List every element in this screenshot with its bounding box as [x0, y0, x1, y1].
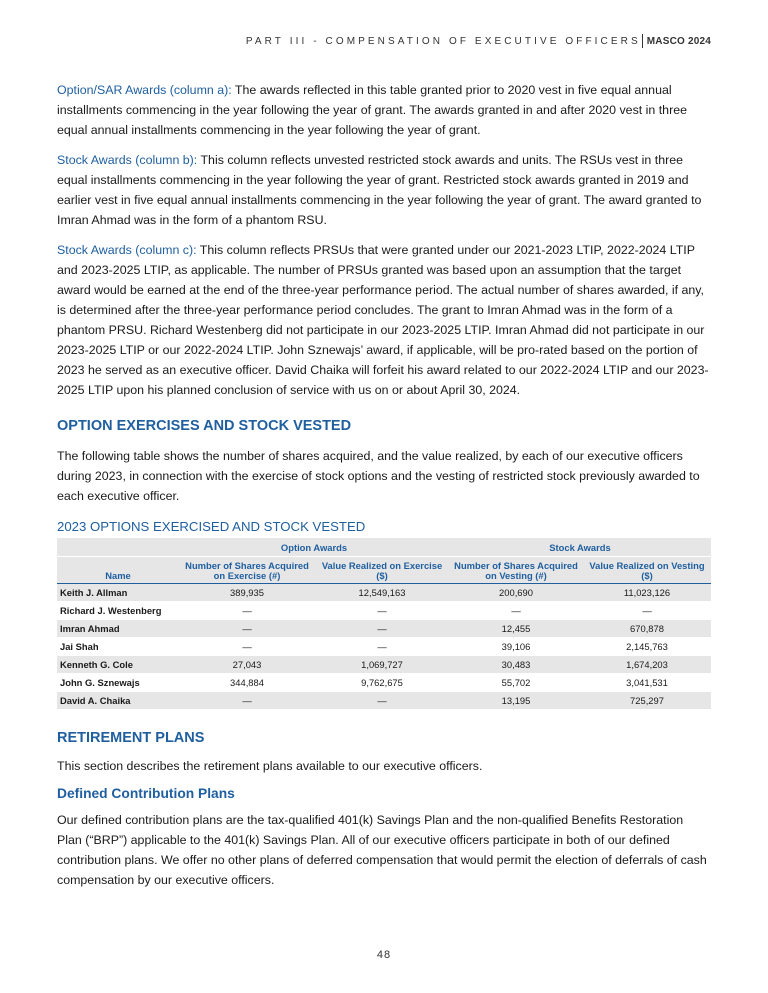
stock-awards-b-label: Stock Awards (column b): [57, 153, 198, 167]
stock-awards-c-text: This column reflects PRSUs that were granted under our 2021-2023 LTIP, 2022-2024 LTIP and 2023-2025 LTIP, as applicable. The number of PRSUs granted was based upon an assumption that the target award would be earned at the end of the three-year performance period. The actual number of shares awarded, if any, is determined after the three-year performance period concludes. The grant to Imran Ahmad was in the form of a phantom PRSU. Richard Westenberg did not participate in our 2023-2025 LTIP. Imran Ahmad did not participate in our 2023-2025 LTIP or our 2022-2024 LTIP. John Sznewajs’ award, if applicable, will be pro-rated based on the portion of 2023 he served as an executive officer. David Chaika will forfeit his award related to our 2022-2024 LTIP and our 2023-2025 LTIP upon his planned conclusion of service with us on or about April 30, 2024. [57, 243, 709, 397]
table-column-header-row [57, 557, 711, 584]
cell-name: Imran Ahmad [57, 620, 179, 638]
cell-stock-value: 2,145,763 [583, 638, 711, 656]
cell-stock-value: 1,674,203 [583, 656, 711, 674]
cell-opt-value: — [315, 638, 449, 656]
stock-awards-c-label: Stock Awards (column c): [57, 243, 197, 257]
cell-stock-shares: 13,195 [449, 692, 583, 710]
cell-opt-value: 12,549,163 [315, 584, 449, 602]
cell-name: Kenneth G. Cole [57, 656, 179, 674]
cell-stock-shares: 12,455 [449, 620, 583, 638]
cell-opt-shares: 344,884 [179, 674, 315, 692]
table-row [57, 602, 711, 620]
table-title: 2023 OPTIONS EXERCISED AND STOCK VESTED [57, 519, 366, 534]
col-header-opt-shares: Number of Shares Acquired on Exercise (#) [179, 557, 315, 584]
option-awards-text: The awards reflected in this table granted prior to 2020 vest in five equal annual installments commencing in the year following the year of grant. The awards granted in and after 2020 vest in three equal annual installments commencing in the year following the year of grant. [57, 83, 687, 137]
cell-name: David A. Chaika [57, 692, 179, 710]
option-awards-note [57, 80, 711, 140]
main-content [57, 80, 711, 890]
cell-opt-value: — [315, 692, 449, 710]
table-row [57, 656, 711, 674]
cell-stock-value: 725,297 [583, 692, 711, 710]
table-row [57, 584, 711, 602]
cell-opt-value: 1,069,727 [315, 656, 449, 674]
cell-name: Jai Shah [57, 638, 179, 656]
cell-name: Keith J. Allman [57, 584, 179, 602]
cell-stock-shares: 55,702 [449, 674, 583, 692]
cell-opt-shares: — [179, 602, 315, 620]
stock-awards-c-note [57, 240, 711, 400]
header-brand: MASCO 2024 [646, 35, 711, 47]
retirement-plans-heading: RETIREMENT PLANS [57, 730, 205, 746]
stock-awards-b-note [57, 150, 711, 230]
table-row [57, 638, 711, 656]
header-divider [642, 34, 643, 48]
option-exercises-heading: OPTION EXERCISES AND STOCK VESTED [57, 418, 352, 434]
table-row [57, 620, 711, 638]
retirement-plans-intro: This section describes the retirement plans available to our executive officers. [57, 759, 483, 773]
cell-opt-shares: — [179, 620, 315, 638]
cell-opt-shares: — [179, 692, 315, 710]
table-row [57, 692, 711, 710]
cell-opt-value: 9,762,675 [315, 674, 449, 692]
cell-stock-shares: 200,690 [449, 584, 583, 602]
cell-name: Richard J. Westenberg [57, 602, 179, 620]
stock-awards-b-text: This column reflects unvested restricted stock awards and units. The RSUs vest in three equal installments commencing in the year following the year of grant. Restricted stock awards granted in 2019 and earlier vest in five equal annual installments commencing in the year following the year of grant. The award granted to Imran Ahmad was in the form of a phantom RSU. [57, 153, 702, 227]
defined-contribution-text: Our defined contribution plans are the tax-qualified 401(k) Savings Plan and the non-qualified Benefits Restoration Plan (“BRP”) applicable to the 401(k) Savings Plan. All of our executive officers participate in both of our defined contribution plans. We offer no other plans of deferred compensation that would permit the election of deferrals of cash compensation by our executive officers. [57, 813, 707, 887]
cell-stock-value: 3,041,531 [583, 674, 711, 692]
table-group-header-row [57, 538, 711, 557]
page-header [246, 34, 711, 48]
option-exercises-intro: The following table shows the number of shares acquired, and the value realized, by each of our executive officers during 2023, in connection with the exercise of stock options and the vesting of restricted stock previously awarded to each executive officer. [57, 449, 700, 503]
cell-name: John G. Sznewajs [57, 674, 179, 692]
col-header-stock-value: Value Realized on Vesting ($) [583, 557, 711, 584]
col-header-stock-shares: Number of Shares Acquired on Vesting (#) [449, 557, 583, 584]
defined-contribution-heading: Defined Contribution Plans [57, 786, 235, 801]
cell-opt-value: — [315, 620, 449, 638]
cell-stock-value: — [583, 602, 711, 620]
cell-opt-shares: — [179, 638, 315, 656]
group-header-stock-awards: Stock Awards [449, 538, 711, 557]
group-header-blank [57, 538, 179, 557]
cell-opt-shares: 389,935 [179, 584, 315, 602]
cell-stock-value: 670,878 [583, 620, 711, 638]
header-section-title: PART III - COMPENSATION OF EXECUTIVE OFFICERS [245, 35, 641, 47]
cell-stock-shares: 39,106 [449, 638, 583, 656]
group-header-option-awards: Option Awards [179, 538, 449, 557]
cell-opt-value: — [315, 602, 449, 620]
cell-stock-shares: — [449, 602, 583, 620]
table-row [57, 674, 711, 692]
cell-stock-shares: 30,483 [449, 656, 583, 674]
cell-opt-shares: 27,043 [179, 656, 315, 674]
page-number: 48 [376, 949, 392, 961]
cell-stock-value: 11,023,126 [583, 584, 711, 602]
option-awards-label: Option/SAR Awards (column a): [57, 83, 232, 97]
col-header-opt-value: Value Realized on Exercise ($) [315, 557, 449, 584]
options-exercised-table [57, 538, 711, 710]
col-header-name: Name [57, 557, 179, 584]
